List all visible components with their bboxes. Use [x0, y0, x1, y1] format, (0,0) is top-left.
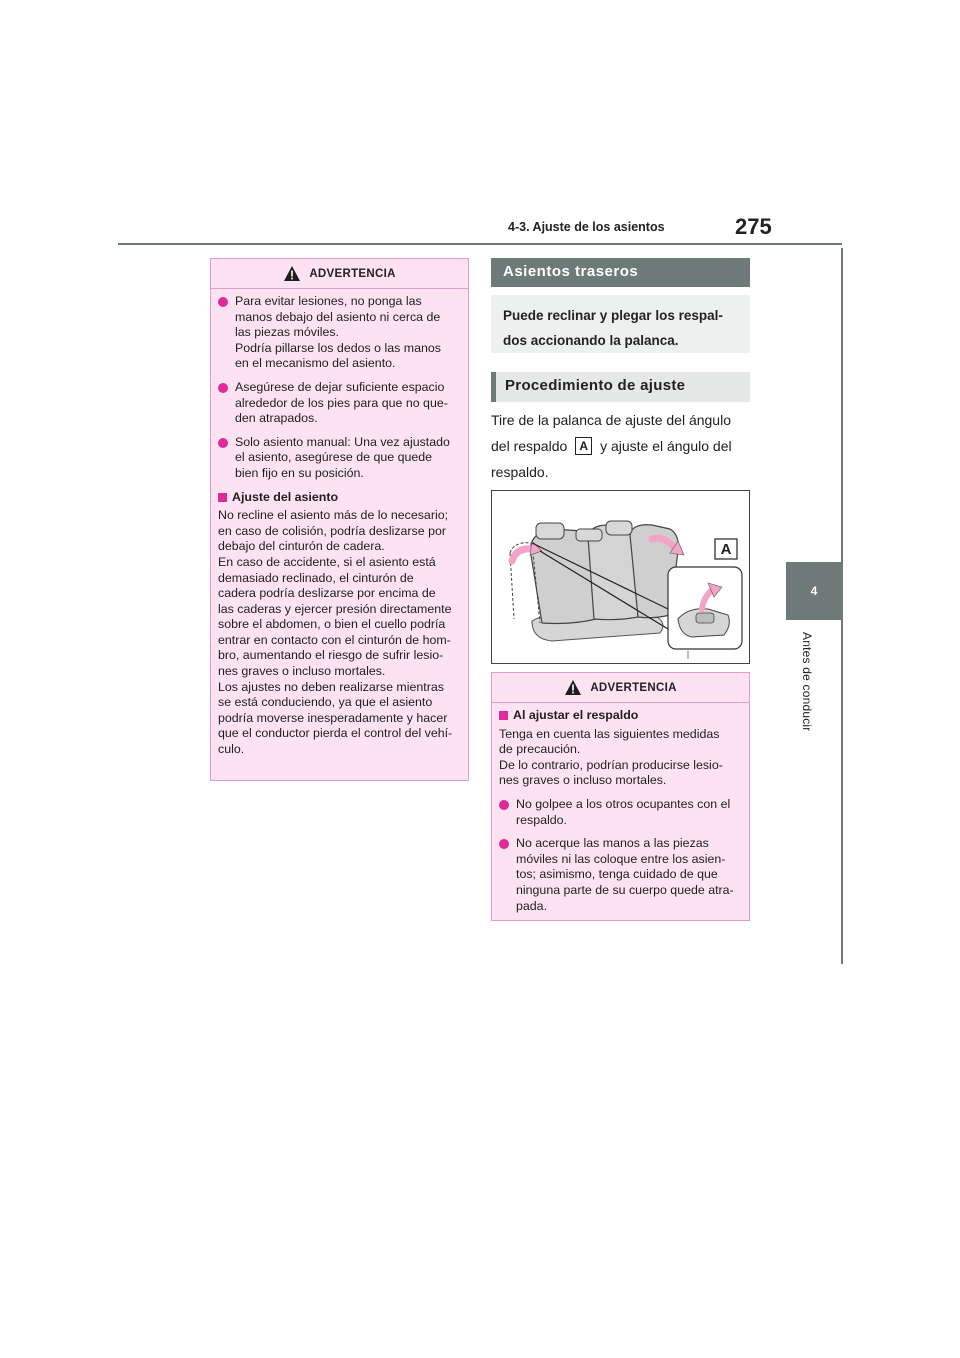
bullet-line: manos debajo del asiento ni cerca de	[235, 309, 441, 324]
body-line	[491, 433, 753, 459]
paragraph-line: No recline el asiento más de lo necesario;	[218, 508, 449, 523]
procedure-text	[491, 407, 753, 485]
subheading-text: Ajuste del asiento	[232, 489, 339, 504]
paragraph-line: nes graves o incluso mortales.	[499, 773, 667, 788]
bullet-dot-icon	[218, 383, 228, 393]
bullet-dot-icon	[499, 800, 509, 810]
warning-bullet	[499, 836, 739, 914]
chapter-tab[interactable]	[786, 562, 842, 620]
body-text-segment: y ajuste el ángulo del	[600, 438, 732, 454]
bullet-line: el asiento, asegúrese de que quede	[235, 450, 433, 465]
warning-triangle-icon	[283, 265, 301, 282]
bullet-line: Asegúrese de dejar suficiente espacio	[235, 379, 445, 394]
paragraph-line: sobre el abdomen, o bien el cuello podría	[218, 617, 446, 632]
square-bullet-icon	[499, 711, 508, 720]
bullet-line: No acerque las manos a las piezas	[516, 836, 709, 851]
paragraph-line: culo.	[218, 742, 245, 757]
warning-label: ADVERTENCIA	[590, 681, 677, 694]
header-divider	[118, 243, 842, 245]
paragraph-line: que el conductor pierda el control del vehí-	[218, 726, 453, 741]
page-number: 275	[735, 214, 772, 239]
bullet-line: respaldo.	[516, 812, 567, 827]
bullet-line: bien fijo en su posición.	[235, 465, 364, 480]
bullet-line: las piezas móviles.	[235, 325, 339, 340]
paragraph-line: nes graves o incluso mortales.	[218, 664, 386, 679]
paragraph-line: en caso de colisión, podría deslizarse por	[218, 523, 446, 538]
bullet-line: Para evitar lesiones, no ponga las	[235, 294, 422, 308]
bullet-line: den atrapados.	[235, 411, 318, 426]
bullet-dot-icon	[218, 297, 228, 307]
warning-bullet	[218, 294, 458, 372]
paragraph-line: de precaución.	[499, 742, 581, 757]
section-title: Asientos traseros	[491, 258, 750, 287]
body-text-segment: del respaldo	[491, 438, 568, 454]
bullet-line: alrededor de los pies para que no que-	[235, 395, 448, 410]
chapter-title: Antes de conducir	[800, 632, 814, 732]
callout-label-a: A	[575, 437, 592, 455]
lead-line: dos accionando la palanca.	[503, 333, 679, 348]
bullet-line: Solo asiento manual: Una vez ajustado	[235, 434, 450, 449]
warning-box-backrest	[491, 672, 750, 921]
bullet-line: Podría pillarse los dedos o las manos	[235, 340, 441, 355]
bullet-line: No golpee a los otros ocupantes con el	[516, 796, 731, 811]
rear-seat-drawing	[492, 491, 749, 663]
illustration-label-a: A	[720, 541, 732, 558]
paragraph-line: podría moverse inesperadamente y hacer	[218, 710, 448, 725]
warning-paragraph	[499, 727, 739, 789]
procedure-title: Procedimiento de ajuste	[491, 372, 750, 402]
paragraph-line: cadera podría deslizarse por encima de	[218, 586, 436, 601]
warning-label: ADVERTENCIA	[309, 267, 396, 280]
rear-seat-illustration	[491, 490, 750, 664]
warning-bullet	[499, 797, 739, 828]
paragraph-line: las caderas y ejercer presión directamente	[218, 601, 452, 616]
paragraph-line: se está conduciendo, ya que el asiento	[218, 695, 433, 710]
chapter-number: 4	[810, 584, 818, 598]
bullet-line: tos; asimismo, tenga cuidado de que	[516, 867, 718, 882]
paragraph-line: demasiado reclinado, el cinturón de	[218, 570, 414, 585]
bullet-line: móviles ni las coloque entre los asien-	[516, 851, 726, 866]
warning-triangle-icon	[564, 679, 582, 696]
section-header: 4-3. Ajuste de los asientos	[508, 220, 665, 234]
warning-bullet	[218, 435, 458, 482]
subheading-text: Al ajustar el respaldo	[513, 708, 639, 722]
paragraph-line: En caso de accidente, si el asiento está	[218, 554, 436, 569]
bullet-line: en el mecanismo del asiento.	[235, 356, 396, 371]
paragraph-line: Tenga en cuenta las siguientes medidas	[499, 726, 720, 741]
lead-line: Puede reclinar y plegar los respal-	[503, 308, 723, 323]
warning-paragraph	[218, 508, 458, 758]
bullet-line: pada.	[516, 898, 548, 913]
paragraph-line: De lo contrario, podrían producirse lesio-	[499, 757, 723, 772]
bullet-line: ninguna parte de su cuerpo quede atra-	[516, 882, 734, 897]
section-lead	[491, 295, 750, 353]
square-bullet-icon	[218, 493, 227, 502]
warning-header	[211, 259, 468, 289]
paragraph-line: entrar en contacto con el cinturón de hom-	[218, 632, 451, 647]
warning-subheading	[218, 490, 458, 506]
bullet-dot-icon	[499, 839, 509, 849]
paragraph-line: debajo del cinturón de cadera.	[218, 539, 385, 554]
warning-box-seat	[210, 258, 469, 781]
warning-bullet	[218, 380, 458, 427]
body-line: Tire de la palanca de ajuste del ángulo	[491, 412, 731, 428]
paragraph-line: Los ajustes no deben realizarse mientras	[218, 679, 444, 694]
paragraph-line: bro, aumentando el riesgo de sufrir lesio-	[218, 648, 444, 663]
body-line: respaldo.	[491, 464, 549, 480]
warning-subheading	[499, 708, 739, 724]
bullet-dot-icon	[218, 438, 228, 448]
warning-header	[492, 673, 749, 703]
